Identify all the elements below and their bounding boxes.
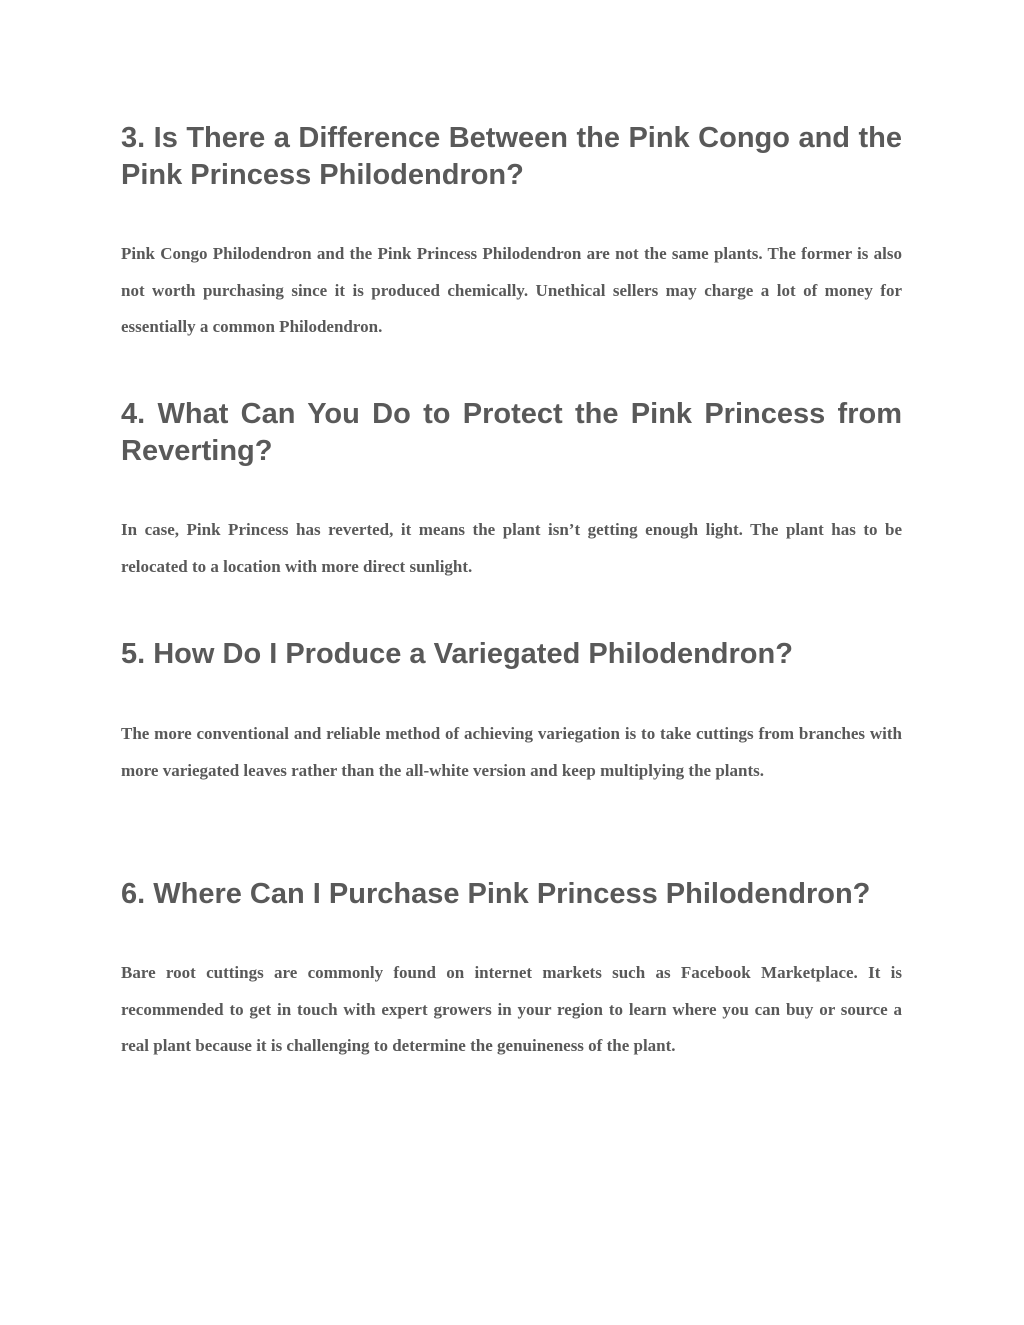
section-5-heading: 5. How Do I Produce a Variegated Philodendron? [121,638,793,670]
section-3-heading: 3. Is There a Difference Between the Pink Congo and the Pink Princess Philodendron? [121,122,902,191]
section-6-heading: 6. Where Can I Purchase Pink Princess Philodendron? [121,878,871,910]
section-5-paragraph: The more conventional and reliable method of achieving variegation is to take cuttings from branches with more variegated leaves rather than the all-white version and keep multiplying the plants. [121,724,902,780]
section-4-paragraph: In case, Pink Princess has reverted, it means the plant isn’t getting enough light. The plant has to be relocated to a location with more direct sunlight. [121,520,902,576]
section-3-paragraph: Pink Congo Philodendron and the Pink Princess Philodendron are not the same plants. The former is also not worth purchasing since it is produced chemically. Unethical sellers may charge a lot of money for essentially a common Philodendron. [121,244,902,336]
section-4-heading: 4. What Can You Do to Protect the Pink Princess from Reverting? [121,398,902,467]
section-6-paragraph: Bare root cuttings are commonly found on internet markets such as Facebook Marketplace. It is recommended to get in touch with expert growers in your region to learn where you can buy or source a real plant because it is challenging to determine the genuineness of the plant. [121,963,902,1055]
